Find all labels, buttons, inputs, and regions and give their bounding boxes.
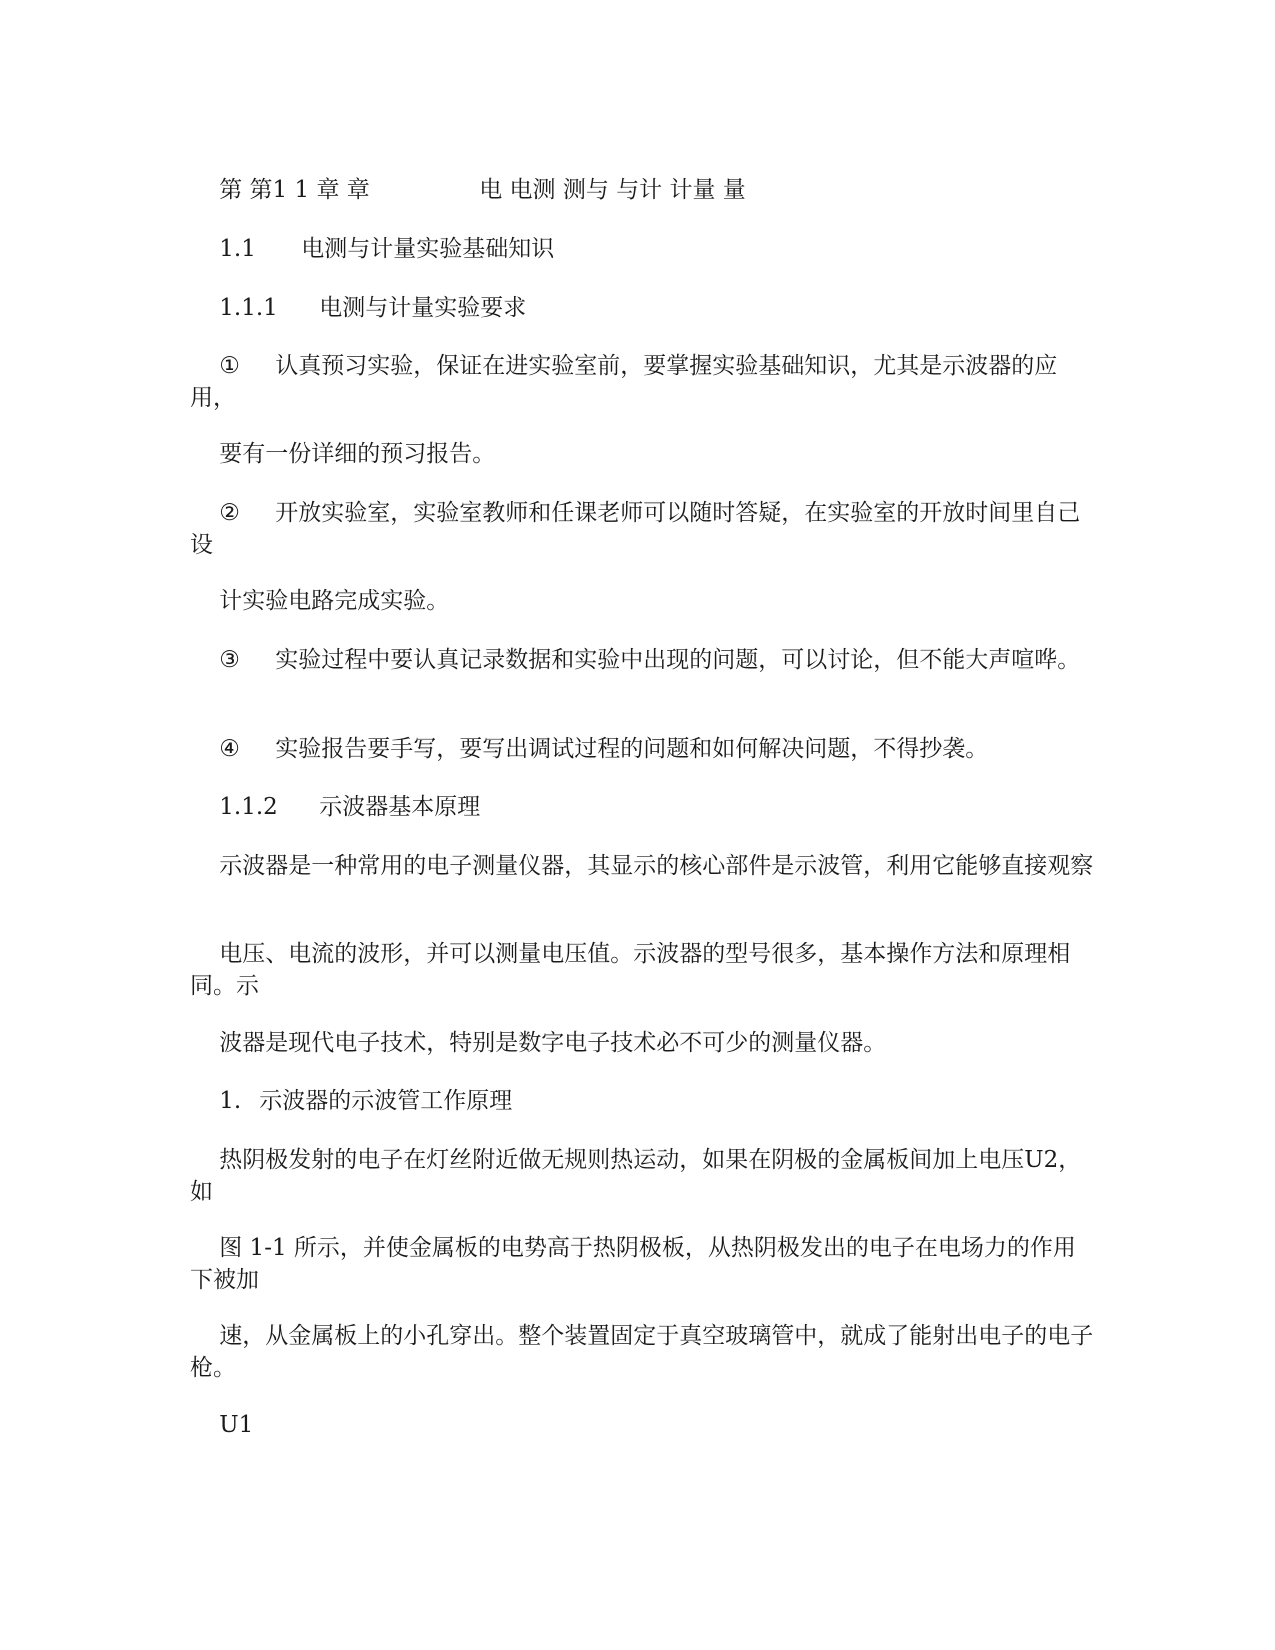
section-title: 电测与计量实验要求	[319, 295, 527, 321]
subsection-title: 示波器的示波管工作原理	[259, 1088, 513, 1114]
figure-label	[190, 1377, 1095, 1473]
paragraph-text: 示波器是一种常用的电子测量仪器，其显示的核心部件是示波管，利用它能够直接观察	[219, 853, 1094, 879]
item-text: 要有一份详细的预习报告。	[219, 441, 496, 467]
item-marker: ③	[219, 647, 240, 673]
item-text: 认真预习实验，保证在进实验室前，要掌握实验基础知识，尤其是示波器的应用，	[190, 353, 1058, 411]
paragraph-text: 电压、电流的波形，并可以测量电压值。示波器的型号很多，基本操作方法和原理相同。示	[190, 941, 1071, 999]
paragraph-text: 速，从金属板上的小孔穿出。整个装置固定于真空玻璃管中，就成了能射出电子的电子枪。	[190, 1323, 1094, 1381]
section-number: 1.1	[219, 236, 256, 262]
paragraph-text: 波器是现代电子技术，特别是数字电子技术必不可少的测量仪器。	[219, 1030, 887, 1056]
requirement-item-3	[190, 612, 1095, 708]
section-number: 1.1.1	[219, 295, 278, 321]
paragraph-text: 热阴极发射的电子在灯丝附近做无规则热运动，如果在阴极的金属板间加上电压U2，如	[190, 1147, 1082, 1205]
item-text: 实验过程中要认真记录数据和实验中出现的问题，可以讨论，但不能大声喧哗。	[275, 647, 1081, 673]
item-marker: ①	[219, 353, 240, 379]
item-text: 实验报告要手写，要写出调试过程的问题和如何解决问题，不得抄袭。	[275, 736, 989, 762]
paragraph-text: 图 1-1 所示，并使金属板的电势高于热阴极板，从热阴极发出的电子在电场力的作用下被加	[190, 1235, 1076, 1293]
item-marker: ④	[219, 736, 240, 762]
item-text: 开放实验室，实验室教师和任课老师可以随时答疑，在实验室的开放时间里自己设	[190, 500, 1081, 558]
item-text: 计实验电路完成实验。	[219, 588, 450, 614]
intro-paragraph-1	[190, 818, 1095, 914]
chapter-title: 电 电测 测与 与计 计量 量	[479, 177, 746, 203]
subsection-number: 1.	[219, 1088, 242, 1114]
section-title: 示波器基本原理	[319, 794, 481, 820]
figure-label-text: U1	[219, 1412, 254, 1438]
section-number: 1.1.2	[219, 794, 278, 820]
item-marker: ②	[219, 500, 240, 526]
section-title: 电测与计量实验基础知识	[301, 236, 555, 262]
chapter-prefix: 第 第1 1 章 章	[219, 177, 370, 203]
